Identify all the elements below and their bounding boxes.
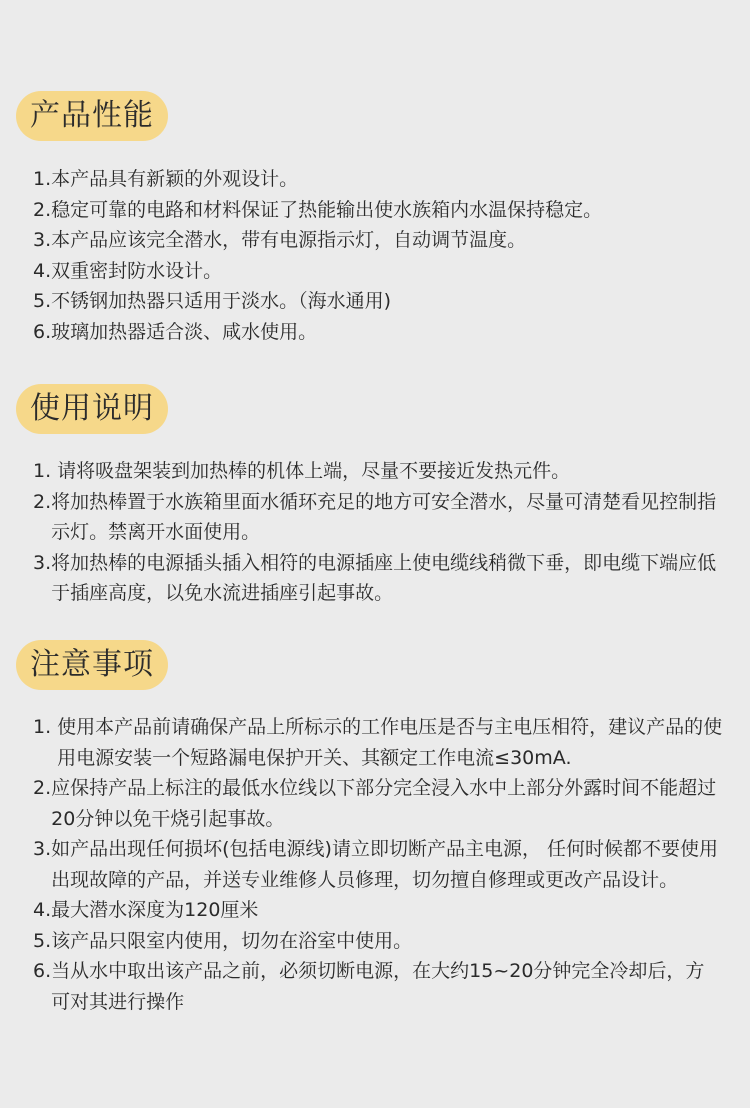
item-text: 请将吸盘架装到加热棒的机体上端，尽量不要接近发热元件。 [57,460,571,482]
item-number: 2. [33,777,52,799]
item-number: 1. [33,460,58,482]
item-text: 双重密封防水设计。 [51,259,223,282]
item-text: 该产品只限室内使用，切勿在浴室中使用。 [51,929,413,952]
item-number: 1. [33,168,52,190]
item-number: 3. [33,838,52,860]
list-item [33,926,723,957]
list-item [33,164,723,195]
list-item [33,834,723,895]
list-item [33,317,723,348]
list-item [33,456,723,487]
list-item [33,286,723,317]
precaution-list [33,712,723,1017]
list-item [33,225,723,256]
list-item [33,487,723,548]
item-number: 1. [33,716,58,738]
list-item [33,956,723,1017]
item-number: 2. [33,490,52,513]
item-text: 最大潜水深度为120厘米 [51,899,259,921]
list-item [33,256,723,287]
list-item [33,548,723,609]
item-text: 应保持产品上标注的最低水位线以下部分完全浸入水中上部分外露时间不能超过20分钟以免干烧引起事故。 [51,777,717,830]
section-title: 使用说明 [16,384,168,434]
section-title: 注意事项 [16,640,168,690]
item-text: 如产品出现任何损坏(包括电源线)请立即切断产品主电源， 任何时候都不要使用出现故障的产品，并送专业维修人员修理，切勿擅自修理或更改产品设计。 [51,838,719,891]
item-text: 稳定可靠的电路和材料保证了热能输出使水族箱内水温保持稳定。 [51,198,603,221]
item-text: 使用本产品前请确保产品上所标示的工作电压是否与主电压相符，建议产品的使用电源安装一个短路漏电保护开关、其额定工作电流≤30mA. [57,716,723,769]
item-number: 4. [33,899,52,921]
instruction-list [33,456,723,609]
list-item [33,712,723,773]
item-number: 2. [33,198,52,221]
item-number: 3. [33,229,52,251]
item-number: 5. [33,929,52,952]
item-number: 6. [33,320,52,343]
item-text: 当从水中取出该产品之前，必须切断电源，在大约15~20分钟完全冷却后，方可对其进行操作 [51,960,705,1013]
list-item [33,195,723,226]
item-number: 3. [33,551,52,574]
item-number: 5. [33,290,52,312]
item-text: 不锈钢加热器只适用于淡水。（海水通用) [51,290,392,312]
item-number: 4. [33,259,52,282]
section-title: 产品性能 [16,91,168,141]
list-item [33,773,723,834]
item-text: 本产品具有新颖的外观设计。 [51,168,299,190]
item-text: 本产品应该完全潜水，带有电源指示灯，自动调节温度。 [51,229,527,251]
item-number: 6. [33,960,52,982]
list-item [33,895,723,926]
item-text: 将加热棒的电源插头插入相符的电源插座上使电缆线稍微下垂，即电缆下端应低于插座高度，以免水流进插座引起事故。 [51,551,717,604]
feature-list [33,164,723,347]
item-text: 玻璃加热器适合淡、咸水使用。 [51,320,318,343]
item-text: 将加热棒置于水族箱里面水循环充足的地方可安全潜水，尽量可清楚看见控制指示灯。禁离开水面使用。 [51,490,717,543]
